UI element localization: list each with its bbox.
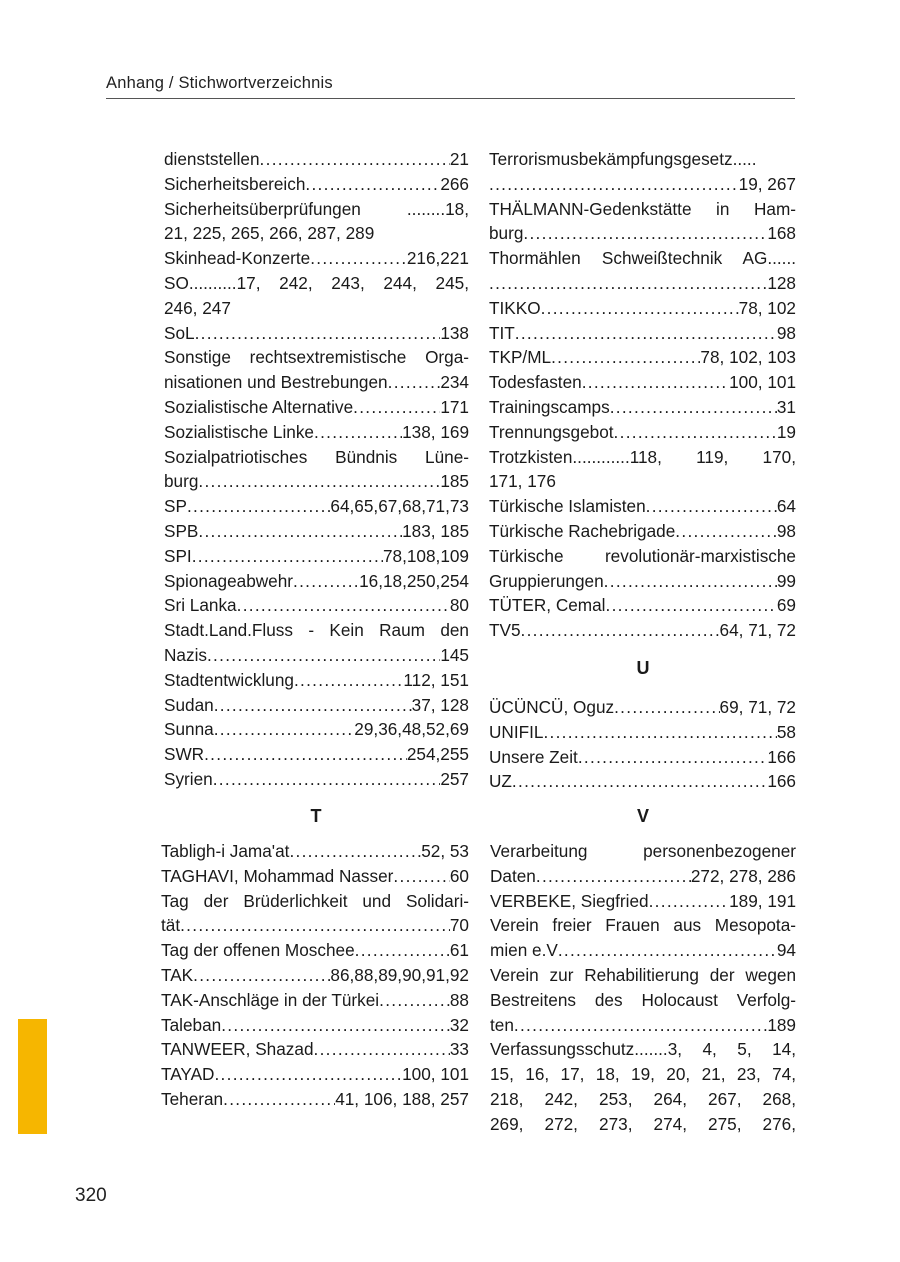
leader-dots [198,469,440,494]
index-entry: TKP/ML ..... 78, 102, 103 [489,345,796,370]
index-entry: ten ..... 189 [490,1013,796,1038]
index-entry: burg ..... 168 [489,221,796,246]
index-entry-line: Verein zur Rehabilitierung der wegen [490,964,796,985]
leader-dots [314,420,402,445]
leader-dots [675,519,777,544]
index-entry: Sozialistische Linke ..... 138, 169 [164,420,469,445]
index-entry: VERBEKE, Siegfried ..... 189, 191 [490,889,796,914]
index-entry-line: Trotzkisten............118, 119, 170, [489,446,796,467]
index-entry: Sudan ..... 37, 128 [164,693,469,718]
index-entry-line: 246, 247 [164,297,231,318]
leader-dots [646,494,777,519]
leader-dots [515,321,777,346]
leader-dots [223,1087,335,1112]
leader-dots [221,1013,450,1038]
leader-dots [214,693,412,718]
leader-dots [314,1037,450,1062]
leader-dots [514,1013,767,1038]
index-entry: Stadtentwicklung ..... 112, 151 [164,668,469,693]
index-entry: Taleban ..... 32 [161,1013,469,1038]
leader-dots [521,618,720,643]
index-entry-line: Thormählen Schweißtechnik AG...... [489,248,796,269]
index-entry: TAYAD ..... 100, 101 [161,1062,469,1087]
leader-dots [289,839,421,864]
leader-dots [582,370,729,395]
index-entry: Daten ..... 272, 278, 286 [490,864,796,889]
index-column-right-top [489,147,796,794]
index-entry: TÜTER, Cemal ..... 69 [489,593,796,618]
index-entry: SPB ..... 183, 185 [164,519,469,544]
leader-dots [523,221,767,246]
index-entry-line: Verein freier Frauen aus Mesopota- [490,915,796,936]
leader-dots [294,668,403,693]
leader-dots [237,593,450,618]
index-entry: Sicherheitsbereich ..... 266 [164,172,469,197]
index-entry: UNIFIL ..... 58 [489,720,796,745]
leader-dots [489,172,739,197]
leader-dots [558,938,777,963]
leader-dots [614,695,719,720]
index-entry: SPI ..... 78,108,109 [164,544,469,569]
chapter-tab-marker [18,1019,47,1134]
index-entry: Nazis ..... 145 [164,643,469,668]
index-entry: ..... 19, 267 [489,172,796,197]
index-entry-line: Verarbeitung personenbezogener [490,841,796,861]
index-entry: SWR ..... 254,255 [164,742,469,767]
leader-dots [551,345,700,370]
leader-dots [489,271,767,296]
leader-dots [187,494,330,519]
leader-dots [310,246,407,271]
header-rule [106,98,795,99]
leader-dots [512,769,767,794]
index-entry: Sozialistische Alternative ..... 171 [164,395,469,420]
leader-dots [195,321,441,346]
index-column-right-bottom [490,839,796,1137]
index-entry: ..... 128 [489,271,796,296]
index-entry: burg ..... 185 [164,469,469,494]
index-entry-line: 21, 225, 265, 266, 287, 289 [164,223,375,244]
leader-dots [198,519,402,544]
index-entry: Türkische Islamisten ..... 64 [489,494,796,519]
leader-dots [379,988,450,1013]
index-entry: Skinhead-Konzerte ..... 216,221 [164,246,469,271]
index-entry: Syrien ..... 257 [164,767,469,792]
leader-dots [393,864,449,889]
leader-dots [305,172,440,197]
index-entry-line: Tag der Brüderlichkeit und Solidari- [161,890,469,911]
index-entry: TAGHAVI, Mohammad Nasser ..... 60 [161,864,469,889]
index-entry: TIT ..... 98 [489,321,796,346]
index-entry-line: 171, 176 [489,471,556,492]
index-entry: Trainingscamps ..... 31 [489,395,796,420]
index-entry: SP ..... 64,65,67,68,71,73 [164,494,469,519]
index-entry-line: Bestreitens des Holocaust Verfolg- [490,989,796,1010]
leader-dots [543,720,776,745]
leader-dots [192,544,383,569]
index-entry-line: 15, 16, 17, 18, 19, 20, 21, 23, 74, [490,1064,796,1085]
section-letter-u: U [636,658,650,678]
index-entry: TIKKO ..... 78, 102 [489,296,796,321]
leader-dots [207,643,440,668]
index-entry-line: THÄLMANN-Gedenkstätte in Ham- [489,198,796,219]
index-entry: Sri Lanka ..... 80 [164,593,469,618]
index-entry-line: 269, 272, 273, 274, 275, 276, [490,1113,796,1134]
leader-dots [355,938,450,963]
leader-dots [649,889,730,914]
index-entry: mien e.V ..... 94 [490,938,796,963]
index-entry: Unsere Zeit ..... 166 [489,745,796,770]
index-entry-line: Stadt.Land.Fluss - Kein Raum den [164,620,469,641]
index-entry-line: Sozialpatriotisches Bündnis Lüne- [164,446,469,467]
leader-dots [213,767,441,792]
index-entry: Todesfasten ..... 100, 101 [489,370,796,395]
index-entry: tät ..... 70 [161,913,469,938]
section-letter-v: V [636,806,649,826]
index-entry: Sunna ..... 29,36,48,52,69 [164,717,469,742]
leader-dots [541,296,739,321]
section-letter-t: T [310,806,322,826]
index-entry: nisationen und Bestrebungen ..... 234 [164,370,469,395]
index-entry: SoL ..... 138 [164,321,469,346]
leader-dots [293,569,359,594]
index-entry-line: 218, 242, 253, 264, 267, 268, [490,1088,796,1109]
leader-dots [214,717,355,742]
index-column-left-top [164,147,469,792]
leader-dots [606,593,777,618]
leader-dots [614,420,777,445]
index-entry: TV5 ..... 64, 71, 72 [489,618,796,643]
leader-dots [214,1062,402,1087]
index-entry: Teheran ..... 41, 106, 188, 257 [161,1087,469,1112]
leader-dots [180,913,450,938]
index-entry: Gruppierungen ..... 99 [489,569,796,594]
index-entry: dienststellen ..... 21 [164,147,469,172]
running-header: Anhang / Stichwortverzeichnis [106,74,333,92]
leader-dots [260,147,450,172]
leader-dots [353,395,440,420]
index-entry: Spionageabwehr ..... 16,18,250,254 [164,569,469,594]
index-entry: TAK ..... 86,88,89,90,91,92 [161,963,469,988]
page-number: 320 [75,1185,107,1206]
index-entry: UZ ..... 166 [489,769,796,794]
leader-dots [204,742,407,767]
index-entry: TAK-Anschläge in der Türkei ..... 88 [161,988,469,1013]
index-entry-line: Verfassungsschutz.......3, 4, 5, 14, [490,1039,796,1060]
leader-dots [193,963,330,988]
index-entry: Türkische Rachebrigade ..... 98 [489,519,796,544]
index-entry: Tag der offenen Moschee ..... 61 [161,938,469,963]
leader-dots [578,745,767,770]
index-entry: ÜCÜNCÜ, Oguz ..... 69, 71, 72 [489,695,796,720]
index-entry: TANWEER, Shazad ..... 33 [161,1037,469,1062]
index-entry: Tabligh-i Jama'at ..... 52, 53 [161,839,469,864]
leader-dots [610,395,777,420]
leader-dots [388,370,441,395]
index-entry-line: Türkische revolutionär-marxistische [489,545,796,566]
index-entry: Trennungsgebot ..... 19 [489,420,796,445]
index-entry-line: Terrorismusbekämpfungsgesetz..... [489,149,757,169]
leader-dots [604,569,777,594]
leader-dots [536,864,691,889]
index-entry-line: SO..........17, 242, 243, 244, 245, [164,272,469,293]
index-column-left-bottom [161,839,469,1112]
index-entry-line: Sicherheitsüberprüfungen ........18, [164,198,469,219]
index-entry-line: Sonstige rechtsextremistische Orga- [164,347,469,368]
